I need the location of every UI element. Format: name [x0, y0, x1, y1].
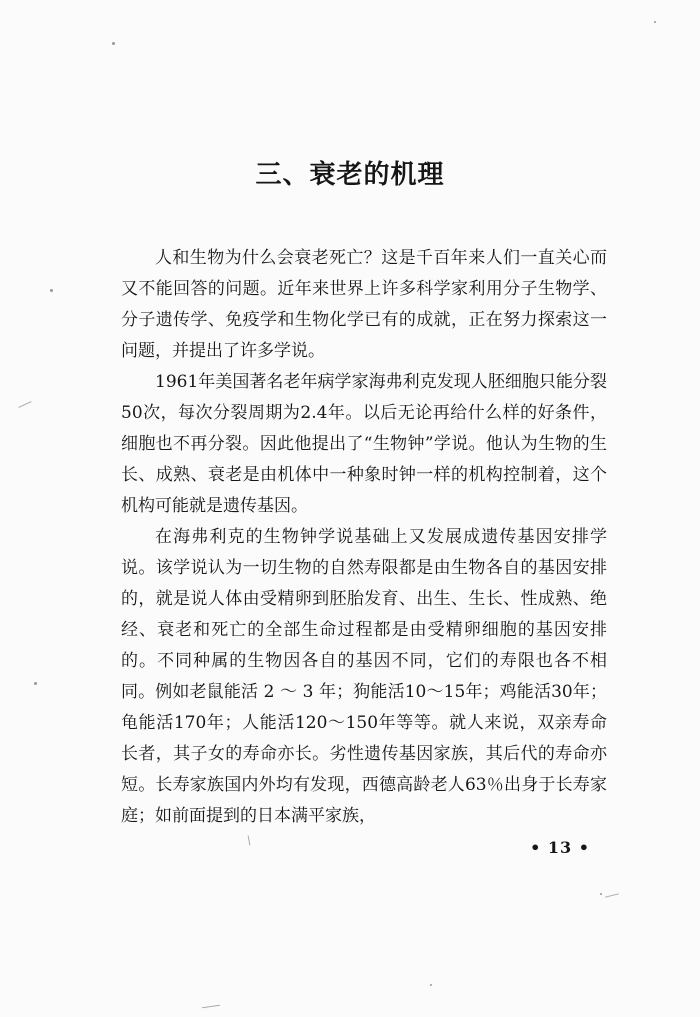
scan-stroke — [605, 893, 619, 897]
scan-stroke — [18, 401, 31, 408]
paragraph-2: 1961年美国著名老年病学家海弗利克发现人胚细胞只能分裂50次，每次分裂周期为2.4年。以后无论再给什么样的好条件，细胞也不再分裂。因此他提出了“生物钟”学说。他认为生物的生长、成熟、衰老是由机体中一种象时钟一样的机构控制着，这个机构可能就是遗传基因。 — [121, 372, 607, 516]
paragraph-3: 在海弗利克的生物钟学说基础上又发展成遗传基因安排学说。该学说认为一切生物的自然寿限都是由生物各自的基因安排的，就是说人体由受精卵到胚胎发育、出生、生长、性成熟、绝经、衰老和死亡的全部生命过程都是由受精卵细胞的基因安排的。不同种属的生物因各自的基因不同，它们的寿限也各不相同。例如老鼠能活 2 ～ 3 年；狗能活10～15年；鸡能活30年；龟能活170年；人能活120～150年等等。就人来说，双亲寿命长者，其子女的寿命亦长。劣性遗传基因家族，其后代的寿命亦短。长寿家族国内外均有发现，西德高龄老人63％出身于长寿家庭；如前面提到的日本满平家族， — [121, 527, 607, 826]
paragraph-1: 人和生物为什么会衰老死亡？这是千百年来人们一直关心而又不能回答的问题。近年来世界上许多科学家利用分子生物学、分子遗传学、免疫学和生物化学已有的成就，正在努力探索这一问题，并提出了许多学说。 — [121, 248, 607, 361]
scan-speck — [112, 42, 115, 45]
section-title: 三、衰老的机理 — [255, 160, 445, 190]
scan-speck — [600, 893, 602, 895]
scan-speck — [34, 682, 37, 685]
page-number: • 13 • — [530, 838, 590, 857]
scan-stroke — [202, 1005, 220, 1008]
scan-speck — [430, 984, 432, 986]
scan-speck — [654, 21, 656, 23]
scan-stroke — [248, 835, 251, 845]
scan-speck — [50, 289, 53, 292]
body-text — [121, 243, 607, 832]
